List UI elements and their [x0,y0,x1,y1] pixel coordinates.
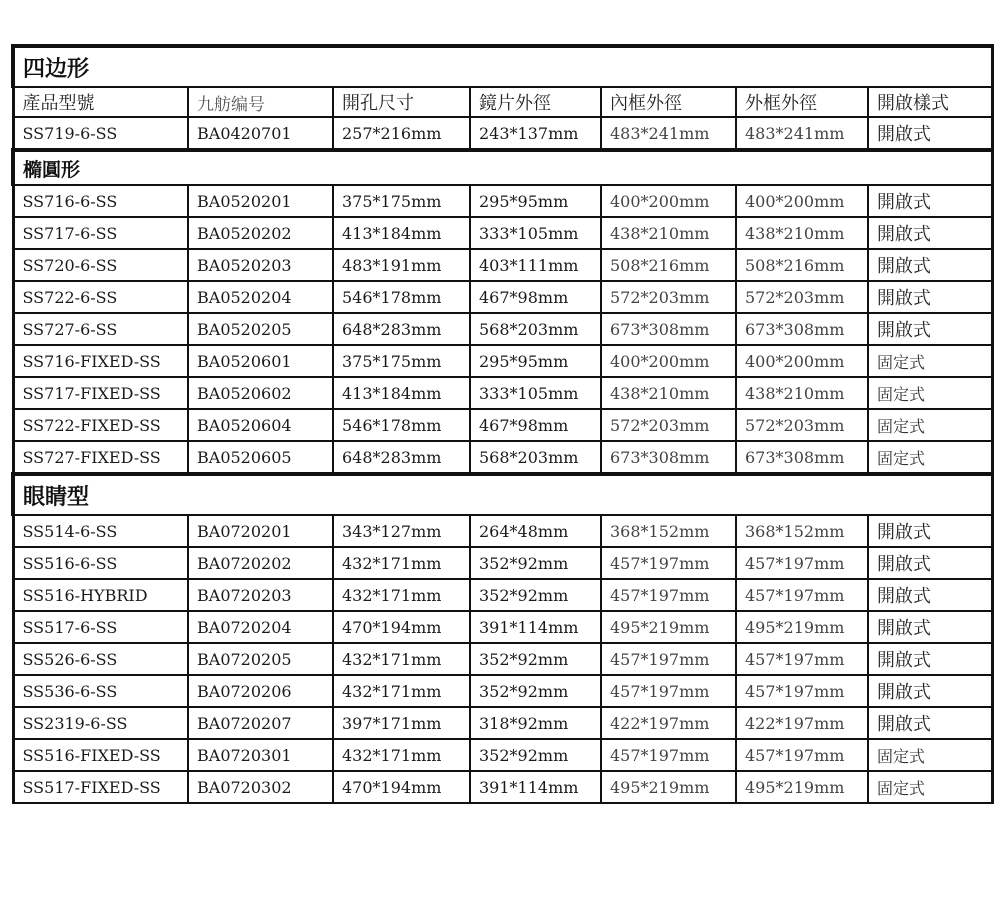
cell-outer-frame-diameter: 400*200mm [736,185,868,217]
cell-code: BA0420701 [188,117,333,150]
cell-outer-frame-diameter: 422*197mm [736,707,868,739]
cell-outer-frame-diameter: 483*241mm [736,117,868,150]
cell-code: BA0520201 [188,185,333,217]
cell-inner-frame-diameter: 368*152mm [601,515,736,547]
cell-code: BA0720205 [188,643,333,675]
section-title-row [13,474,992,515]
table-row [13,611,992,643]
table-row [13,313,992,345]
cell-code: BA0720206 [188,675,333,707]
cell-inner-frame-diameter: 438*210mm [601,377,736,409]
cell-outer-frame-diameter: 368*152mm [736,515,868,547]
table-row [13,409,992,441]
cell-opening-style: 固定式 [868,771,992,803]
table-row [13,579,992,611]
cell-cutout-size: 375*175mm [333,185,470,217]
cell-outer-frame-diameter: 673*308mm [736,313,868,345]
cell-lens-diameter: 352*92mm [470,643,601,675]
column-header-code: 九舫编号 [188,87,333,117]
cell-lens-diameter: 295*95mm [470,185,601,217]
cell-model-number: SS716-FIXED-SS [13,345,188,377]
cell-cutout-size: 413*184mm [333,377,470,409]
cell-opening-style: 開啟式 [868,249,992,281]
cell-inner-frame-diameter: 400*200mm [601,185,736,217]
cell-inner-frame-diameter: 400*200mm [601,345,736,377]
cell-inner-frame-diameter: 422*197mm [601,707,736,739]
cell-inner-frame-diameter: 508*216mm [601,249,736,281]
cell-lens-diameter: 467*98mm [470,409,601,441]
cell-opening-style: 開啟式 [868,675,992,707]
cell-model-number: SS722-FIXED-SS [13,409,188,441]
cell-opening-style: 開啟式 [868,217,992,249]
cell-cutout-size: 432*171mm [333,675,470,707]
column-header-outer-frame-diameter: 外框外徑 [736,87,868,117]
cell-code: BA0720301 [188,739,333,771]
cell-outer-frame-diameter: 457*197mm [736,643,868,675]
table-row [13,675,992,707]
cell-opening-style: 開啟式 [868,117,992,150]
cell-cutout-size: 432*171mm [333,547,470,579]
cell-code: BA0720204 [188,611,333,643]
cell-code: BA0520202 [188,217,333,249]
cell-inner-frame-diameter: 495*219mm [601,611,736,643]
column-header-cutout-size: 開孔尺寸 [333,87,470,117]
cell-cutout-size: 413*184mm [333,217,470,249]
cell-lens-diameter: 403*111mm [470,249,601,281]
cell-cutout-size: 648*283mm [333,441,470,474]
cell-cutout-size: 257*216mm [333,117,470,150]
cell-outer-frame-diameter: 457*197mm [736,739,868,771]
table-row [13,249,992,281]
cell-cutout-size: 432*171mm [333,739,470,771]
cell-opening-style: 開啟式 [868,643,992,675]
cell-lens-diameter: 333*105mm [470,217,601,249]
cell-inner-frame-diameter: 457*197mm [601,739,736,771]
section-title-row [13,150,992,185]
cell-model-number: SS517-FIXED-SS [13,771,188,803]
cell-cutout-size: 546*178mm [333,409,470,441]
cell-opening-style: 固定式 [868,409,992,441]
table-row [13,217,992,249]
cell-opening-style: 開啟式 [868,547,992,579]
cell-opening-style: 開啟式 [868,313,992,345]
cell-model-number: SS514-6-SS [13,515,188,547]
cell-code: BA0520204 [188,281,333,313]
table-row [13,771,992,803]
cell-outer-frame-diameter: 572*203mm [736,281,868,313]
cell-lens-diameter: 352*92mm [470,739,601,771]
cell-lens-diameter: 264*48mm [470,515,601,547]
cell-outer-frame-diameter: 438*210mm [736,217,868,249]
cell-lens-diameter: 568*203mm [470,441,601,474]
table-row [13,441,992,474]
cell-outer-frame-diameter: 457*197mm [736,675,868,707]
table-row [13,739,992,771]
cell-inner-frame-diameter: 457*197mm [601,643,736,675]
cell-model-number: SS526-6-SS [13,643,188,675]
cell-outer-frame-diameter: 495*219mm [736,611,868,643]
cell-lens-diameter: 568*203mm [470,313,601,345]
cell-lens-diameter: 391*114mm [470,771,601,803]
cell-model-number: SS516-FIXED-SS [13,739,188,771]
cell-inner-frame-diameter: 457*197mm [601,579,736,611]
table-row [13,707,992,739]
section-title: 四边形 [13,46,992,87]
column-header-model-number: 產品型號 [13,87,188,117]
cell-inner-frame-diameter: 572*203mm [601,281,736,313]
cell-model-number: SS517-6-SS [13,611,188,643]
cell-cutout-size: 432*171mm [333,579,470,611]
table-row [13,547,992,579]
cell-cutout-size: 432*171mm [333,643,470,675]
cell-lens-diameter: 333*105mm [470,377,601,409]
table-row [13,281,992,313]
cell-lens-diameter: 352*92mm [470,547,601,579]
cell-opening-style: 固定式 [868,377,992,409]
cell-cutout-size: 648*283mm [333,313,470,345]
table-row [13,345,992,377]
cell-outer-frame-diameter: 673*308mm [736,441,868,474]
cell-cutout-size: 397*171mm [333,707,470,739]
cell-lens-diameter: 352*92mm [470,579,601,611]
cell-cutout-size: 343*127mm [333,515,470,547]
table-row [13,185,992,217]
section-title-row [13,46,992,87]
cell-inner-frame-diameter: 673*308mm [601,313,736,345]
cell-code: BA0720302 [188,771,333,803]
cell-lens-diameter: 352*92mm [470,675,601,707]
cell-outer-frame-diameter: 495*219mm [736,771,868,803]
cell-code: BA0720201 [188,515,333,547]
cell-outer-frame-diameter: 438*210mm [736,377,868,409]
cell-inner-frame-diameter: 483*241mm [601,117,736,150]
cell-code: BA0720202 [188,547,333,579]
cell-code: BA0520604 [188,409,333,441]
cell-cutout-size: 483*191mm [333,249,470,281]
cell-inner-frame-diameter: 495*219mm [601,771,736,803]
cell-code: BA0520205 [188,313,333,345]
cell-model-number: SS719-6-SS [13,117,188,150]
table-row [13,117,992,150]
column-header-opening-style: 開啟樣式 [868,87,992,117]
product-spec-table [11,44,994,804]
cell-lens-diameter: 391*114mm [470,611,601,643]
cell-opening-style: 固定式 [868,441,992,474]
table-row [13,515,992,547]
cell-model-number: SS516-6-SS [13,547,188,579]
cell-model-number: SS716-6-SS [13,185,188,217]
column-header-lens-diameter: 鏡片外徑 [470,87,601,117]
cell-model-number: SS720-6-SS [13,249,188,281]
cell-cutout-size: 546*178mm [333,281,470,313]
cell-model-number: SS722-6-SS [13,281,188,313]
cell-code: BA0520203 [188,249,333,281]
cell-cutout-size: 375*175mm [333,345,470,377]
cell-lens-diameter: 243*137mm [470,117,601,150]
cell-code: BA0520602 [188,377,333,409]
cell-opening-style: 固定式 [868,345,992,377]
cell-opening-style: 開啟式 [868,281,992,313]
cell-model-number: SS727-6-SS [13,313,188,345]
cell-opening-style: 開啟式 [868,515,992,547]
section-title: 橢圓形 [13,150,992,185]
cell-lens-diameter: 318*92mm [470,707,601,739]
cell-model-number: SS516-HYBRID [13,579,188,611]
cell-code: BA0520605 [188,441,333,474]
cell-model-number: SS536-6-SS [13,675,188,707]
cell-inner-frame-diameter: 673*308mm [601,441,736,474]
cell-opening-style: 開啟式 [868,707,992,739]
cell-cutout-size: 470*194mm [333,771,470,803]
cell-outer-frame-diameter: 572*203mm [736,409,868,441]
cell-opening-style: 開啟式 [868,611,992,643]
table-body [13,46,992,803]
header-row [13,87,992,117]
cell-code: BA0720207 [188,707,333,739]
cell-outer-frame-diameter: 508*216mm [736,249,868,281]
section-title: 眼睛型 [13,474,992,515]
cell-model-number: SS2319-6-SS [13,707,188,739]
cell-code: BA0720203 [188,579,333,611]
cell-outer-frame-diameter: 457*197mm [736,547,868,579]
cell-model-number: SS717-FIXED-SS [13,377,188,409]
table-row [13,377,992,409]
cell-inner-frame-diameter: 457*197mm [601,675,736,707]
cell-opening-style: 開啟式 [868,185,992,217]
cell-inner-frame-diameter: 457*197mm [601,547,736,579]
cell-code: BA0520601 [188,345,333,377]
table-row [13,643,992,675]
cell-opening-style: 固定式 [868,739,992,771]
cell-opening-style: 開啟式 [868,579,992,611]
cell-inner-frame-diameter: 572*203mm [601,409,736,441]
cell-cutout-size: 470*194mm [333,611,470,643]
cell-outer-frame-diameter: 400*200mm [736,345,868,377]
cell-model-number: SS717-6-SS [13,217,188,249]
cell-lens-diameter: 295*95mm [470,345,601,377]
cell-inner-frame-diameter: 438*210mm [601,217,736,249]
column-header-inner-frame-diameter: 內框外徑 [601,87,736,117]
cell-model-number: SS727-FIXED-SS [13,441,188,474]
cell-outer-frame-diameter: 457*197mm [736,579,868,611]
cell-lens-diameter: 467*98mm [470,281,601,313]
